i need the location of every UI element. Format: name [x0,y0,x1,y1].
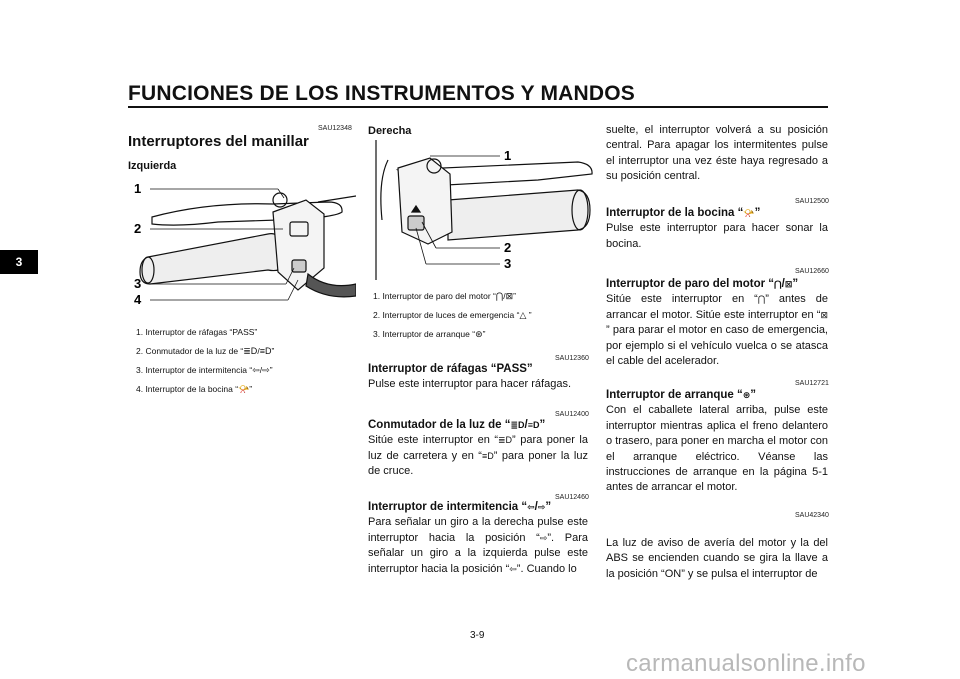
section-code: SAU12348 [318,125,352,132]
list-item: 4. Interruptor de la bocina “📯” [136,380,274,399]
low-beam-icon: ≡D [481,450,494,461]
turn-left-icon: ⇦ [252,365,260,375]
section-code: SAU42340 [795,512,829,519]
engine-run-icon: ⋂ [495,291,504,301]
high-beam-icon: ≣D [498,435,513,446]
section-code: SAU12721 [795,380,829,387]
start-icon: ⊛ [742,390,751,400]
left-callout-4: 4 [134,292,142,307]
turn-left-icon: ⇦ [527,502,535,512]
section-heading: Interruptores del manillar [128,133,309,150]
low-beam-icon: ≡D [527,420,540,430]
section-code: SAU12660 [795,268,829,275]
turn-right-icon: ⇨ [539,532,548,543]
low-beam-icon: ≡D [259,346,272,356]
right-callout-2: 2 [504,240,512,255]
section-horn-switch: Interruptor de la bocina “📯” Pulse este interruptor para hacer sonar la bocina. [606,207,828,250]
list-item: 2. Conmutador de la luz de “≣D/≡D” [136,342,274,361]
turn-left-icon: ⇦ [509,563,517,574]
left-caption-list [136,323,274,399]
high-beam-icon: ≣D [510,420,525,430]
section-code: SAU12460 [555,494,589,501]
section-code: SAU12360 [555,355,589,362]
right-callout-1: 1 [504,148,512,163]
left-handlebar-illustration [128,172,356,312]
horn-icon: 📯 [238,384,250,394]
section-pass-switch: Interruptor de ráfagas “PASS” Pulse este interruptor para hacer ráfagas. [368,363,572,391]
page-number: 3-9 [470,630,485,641]
section-code: SAU12400 [555,411,589,418]
engine-stop-icon: ⊠ [784,279,793,289]
subheading-right: Derecha [368,125,412,137]
paragraph-warning-light: La luz de aviso de avería del motor y la del ABS se encienden cuando se gira la llave a la posición “ON” y se pulsa el interruptor de [606,537,828,580]
engine-run-icon: ⋂ [774,279,782,289]
section-code: SAU12500 [795,198,829,205]
list-item: 1. Interruptor de ráfagas “PASS” [136,327,258,337]
hazard-icon: △ [519,310,527,320]
watermark: carmanualsonline.info [626,650,866,677]
paragraph-continued: suelte, el interruptor volverá a su posición central. Para apagar los intermitentes pulse el interruptor una vez éste haya regresado a su posición central. [606,124,828,183]
engine-stop-icon: ⊠ [505,291,514,301]
engine-stop-icon: ⊠ [820,309,828,320]
header-rule [128,106,828,108]
left-callout-2: 2 [134,221,142,236]
right-callout-3: 3 [504,256,512,271]
list-item: 2. Interruptor de luces de emergencia “△ ” [373,306,532,325]
right-caption-list [373,287,532,344]
right-handlebar-illustration [368,140,598,280]
start-icon: ⊛ [475,329,483,339]
left-callout-3: 3 [134,276,142,291]
section-engine-stop-switch: Interruptor de paro del motor “⋂/⊠” Sitúe este interruptor en “⋂” antes de arrancar el motor. Sitúe este interruptor en “⊠” para parar el motor en caso de emergencia, por ejemplo si el vehículo vuelca o se atasca el cable del acelerador. [606,278,829,368]
section-dimmer-switch: Conmutador de la luz de “≣D/≡D” Sitúe este interruptor en “≣D” para poner la luz de carretera y en “≡D” para poner la luz de cruce. [368,419,588,478]
list-item: 1. Interruptor de paro del motor “⋂/⊠” [373,287,532,306]
page-header: FUNCIONES DE LOS INSTRUMENTOS Y MANDOS [128,82,635,105]
left-callout-1: 1 [134,181,142,196]
list-item: 3. Interruptor de intermitencia “⇦/⇨” [136,361,274,380]
horn-icon: 📯 [743,208,755,218]
chapter-tab: 3 [0,250,38,274]
section-turn-switch: Interruptor de intermitencia “⇦/⇨” Para señalar un giro a la derecha pulse este interruptor hacia la posición “⇨”. Para señalar un giro a la izquierda pulse este interruptor hacia la posición “⇦”. Cuando lo [368,500,588,577]
engine-run-icon: ⋂ [757,294,766,305]
section-start-switch: Interruptor de arranque “⊛” Con el caballete lateral arriba, pulse este interruptor mientras aplica el freno delantero o trasero, para poner en marcha el motor con el arranque eléctrico. Véanse las instrucciones de arranque en la página 5-1 antes de arrancar el motor. [606,389,828,494]
turn-right-icon: ⇨ [262,365,270,375]
subheading-left: Izquierda [128,160,177,172]
turn-right-icon: ⇨ [537,502,546,512]
list-item: 3. Interruptor de arranque “⊛” [373,325,532,344]
high-beam-icon: ≣D [243,346,258,356]
